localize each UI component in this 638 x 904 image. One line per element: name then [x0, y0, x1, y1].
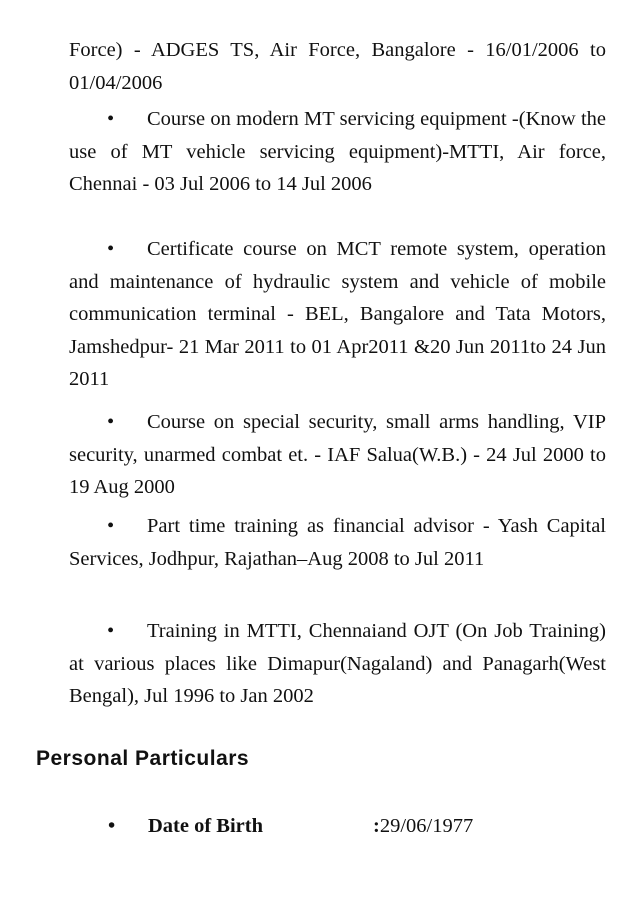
personal-item-value: 29/06/1977	[379, 815, 474, 837]
bullet-icon: •	[107, 411, 115, 433]
training-continuation: Force) - ADGES TS, Air Force, Bangalore - 16/01/2006 to 01/04/2006	[69, 39, 606, 94]
bullet-icon: •	[107, 108, 115, 130]
personal-item-colon: :	[373, 815, 380, 837]
training-item-2	[69, 233, 606, 396]
training-item-1	[69, 103, 606, 201]
bullet-icon: •	[108, 815, 116, 837]
bullet-icon: •	[107, 238, 115, 260]
training-item-text: Course on modern MT servicing equipment -(Know the use of MT vehicle servicing equipment)-MTTI, Air force, Chennai - 03 Jul 2006 to 14 Jul 2006	[69, 108, 606, 195]
training-item-text: Part time training as financial advisor - Yash Capital Services, Jodhpur, Rajathan–Aug 2008 to Jul 2011	[69, 515, 606, 570]
training-item-text: Course on special security, small arms handling, VIP security, unarmed combat et. - IAF Salua(W.B.) - 24 Jul 2000 to 19 Aug 2000	[69, 411, 606, 498]
bullet-icon: •	[107, 620, 115, 642]
training-item-text: Training in MTTI, Chennaiand OJT (On Job Training) at various places like Dimapur(Nagaland) and Panagarh(West Bengal), Jul 1996 to Jan 2002	[69, 620, 606, 707]
bullet-icon: •	[107, 515, 115, 537]
training-item-text: Certificate course on MCT remote system, operation and maintenance of hydraulic system and vehicle of mobile communication terminal - BEL, Bangalore and Tata Motors, Jamshedpur- 21 Mar 2011 to 01 Apr2011 &20 Jun 2011to 24 Jun 2011	[69, 238, 606, 390]
training-item-5	[69, 615, 606, 713]
training-item-4	[69, 510, 606, 575]
personal-item-dob	[108, 815, 473, 838]
personal-item-label: Date of Birth	[148, 815, 264, 837]
training-item-3	[69, 406, 606, 504]
section-heading-personal: Personal Particulars	[36, 747, 250, 770]
